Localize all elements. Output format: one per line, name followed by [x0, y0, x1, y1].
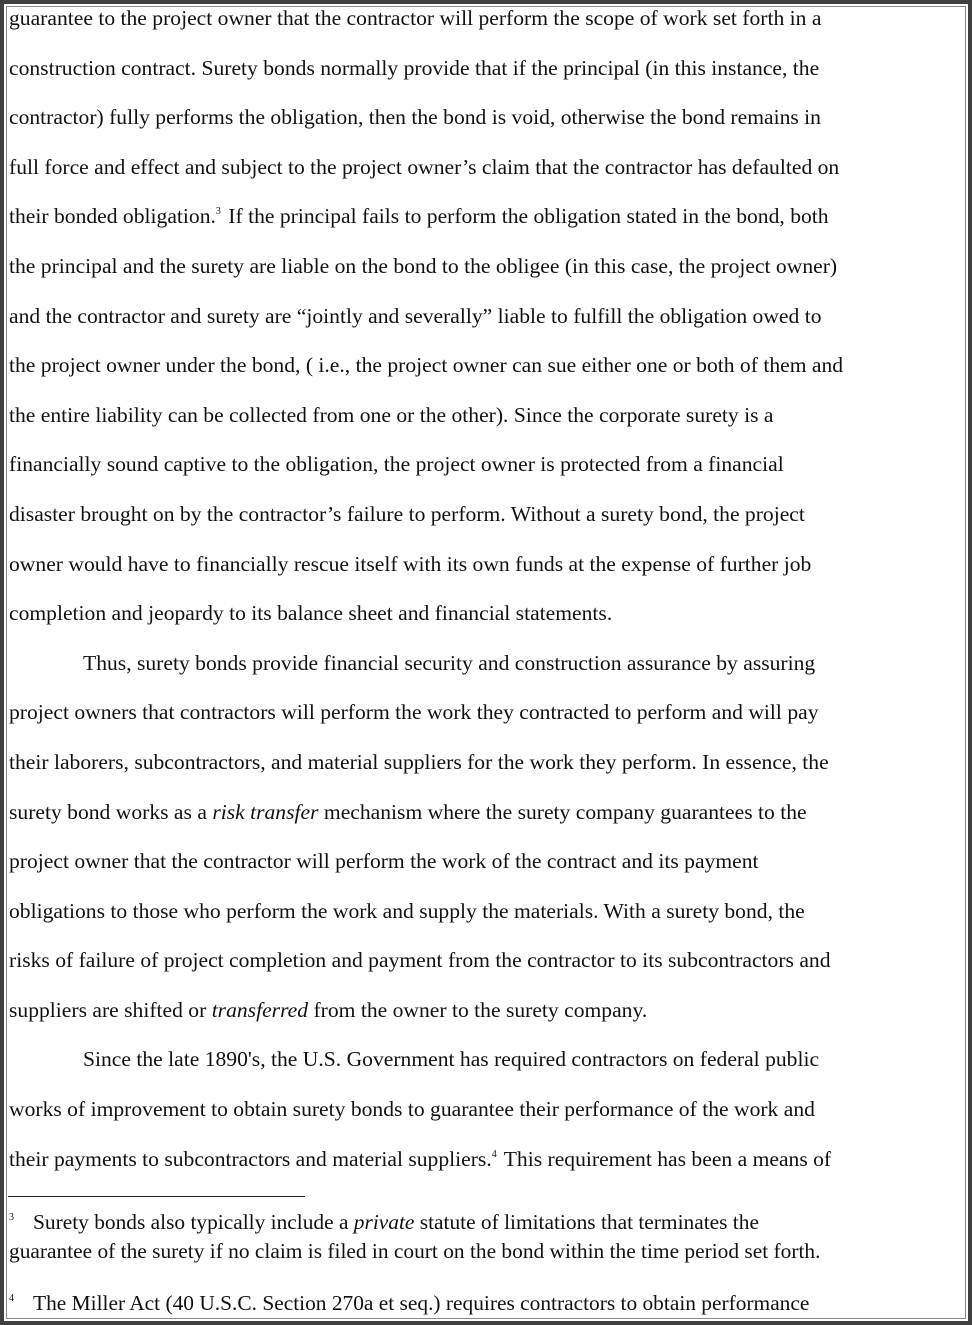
body-line: the project owner under the bond, ( i.e., the project owner can sue either one or both of them and — [9, 353, 844, 378]
paragraph-start-line: Thus, surety bonds provide financial security and construction assurance by assuring — [83, 650, 816, 675]
body-text: mechanism where the surety company guarantees to the — [318, 799, 807, 824]
body-line: obligations to those who perform the work and supply the materials. With a surety bond, the — [9, 898, 805, 923]
body-line: the entire liability can be collected from one or the other). Since the corporate surety is a — [9, 402, 774, 427]
body-line — [9, 788, 967, 838]
body-text: their bonded obligation. — [9, 204, 216, 229]
body-line: project owner that the contractor will perform the work of the contract and its payment — [9, 849, 759, 874]
emphasis-text: private — [353, 1210, 415, 1234]
body-line: disaster brought on by the contractor’s failure to perform. Without a surety bond, the project — [9, 501, 805, 526]
body-line — [9, 192, 967, 242]
footnote-gap — [9, 1266, 965, 1289]
body-text: suppliers are shifted or — [9, 997, 212, 1022]
body-line: completion and jeopardy to its balance sheet and financial statements. — [9, 601, 613, 626]
body-line: risks of failure of project completion and payment from the contractor to its subcontractors and — [9, 948, 831, 973]
footnote-text: The Miller Act (40 U.S.C. Section 270a et seq.) requires contractors to obtain performance — [33, 1291, 810, 1315]
footnote-3: 3 Surety bonds also typically include a private statute of limitations that terminates the — [9, 1210, 759, 1234]
body-line — [9, 1135, 967, 1185]
body-line: the principal and the surety are liable on the bond to the obligee (in this case, the project owner) — [9, 253, 838, 278]
body-text: their payments to subcontractors and material suppliers. — [9, 1146, 492, 1171]
body-line: works of improvement to obtain surety bonds to guarantee their performance of the work and — [9, 1097, 815, 1122]
body-line: project owners that contractors will perform the work they contracted to perform and will pay — [9, 700, 819, 725]
body-text: from the owner to the surety company. — [308, 997, 648, 1022]
body-line — [9, 986, 967, 1036]
body-text: surety bond works as a — [9, 799, 213, 824]
body-text: If the principal fails to perform the obligation stated in the bond, both — [222, 204, 829, 229]
footnote-ref-3[interactable]: 3 — [215, 206, 221, 218]
document-body — [9, 0, 967, 1184]
body-line: construction contract. Surety bonds normally provide that if the principal (in this instance, the — [9, 55, 820, 80]
footnote-ref-4[interactable]: 4 — [491, 1148, 497, 1160]
body-text: This requirement has been a means of — [498, 1146, 832, 1171]
body-line: guarantee to the project owner that the contractor will perform the scope of work set forth in a — [9, 6, 822, 30]
body-line: and the contractor and surety are “jointly and severally” liable to fulfill the obligation owed to — [9, 303, 822, 328]
footnote-4: 4 The Miller Act (40 U.S.C. Section 270a et seq.) requires contractors to obtain performance — [9, 1291, 810, 1315]
footnote-text: statute of limitations that terminates the — [414, 1210, 759, 1234]
paragraph-start-line: Since the late 1890's, the U.S. Government has required contractors on federal public — [83, 1047, 820, 1072]
footnote-text: Surety bonds also typically include a — [33, 1210, 354, 1234]
emphasis-text: risk transfer — [212, 799, 319, 824]
footnotes-section — [9, 1208, 965, 1318]
footnote-separator — [8, 1196, 305, 1197]
body-line: owner would have to financially rescue itself with its own funds at the expense of further job — [9, 551, 812, 576]
body-line: contractor) fully performs the obligation, then the bond is void, otherwise the bond remains in — [9, 105, 821, 130]
body-line: their laborers, subcontractors, and material suppliers for the work they perform. In essence, the — [9, 749, 829, 774]
body-line: full force and effect and subject to the project owner’s claim that the contractor has defaulted on — [9, 154, 840, 179]
footnote-3-continued: guarantee of the surety if no claim is filed in court on the bond within the time period set forth. — [9, 1239, 821, 1263]
emphasis-text: transferred — [211, 997, 309, 1022]
body-line: financially sound captive to the obligation, the project owner is protected from a financial — [9, 452, 784, 477]
